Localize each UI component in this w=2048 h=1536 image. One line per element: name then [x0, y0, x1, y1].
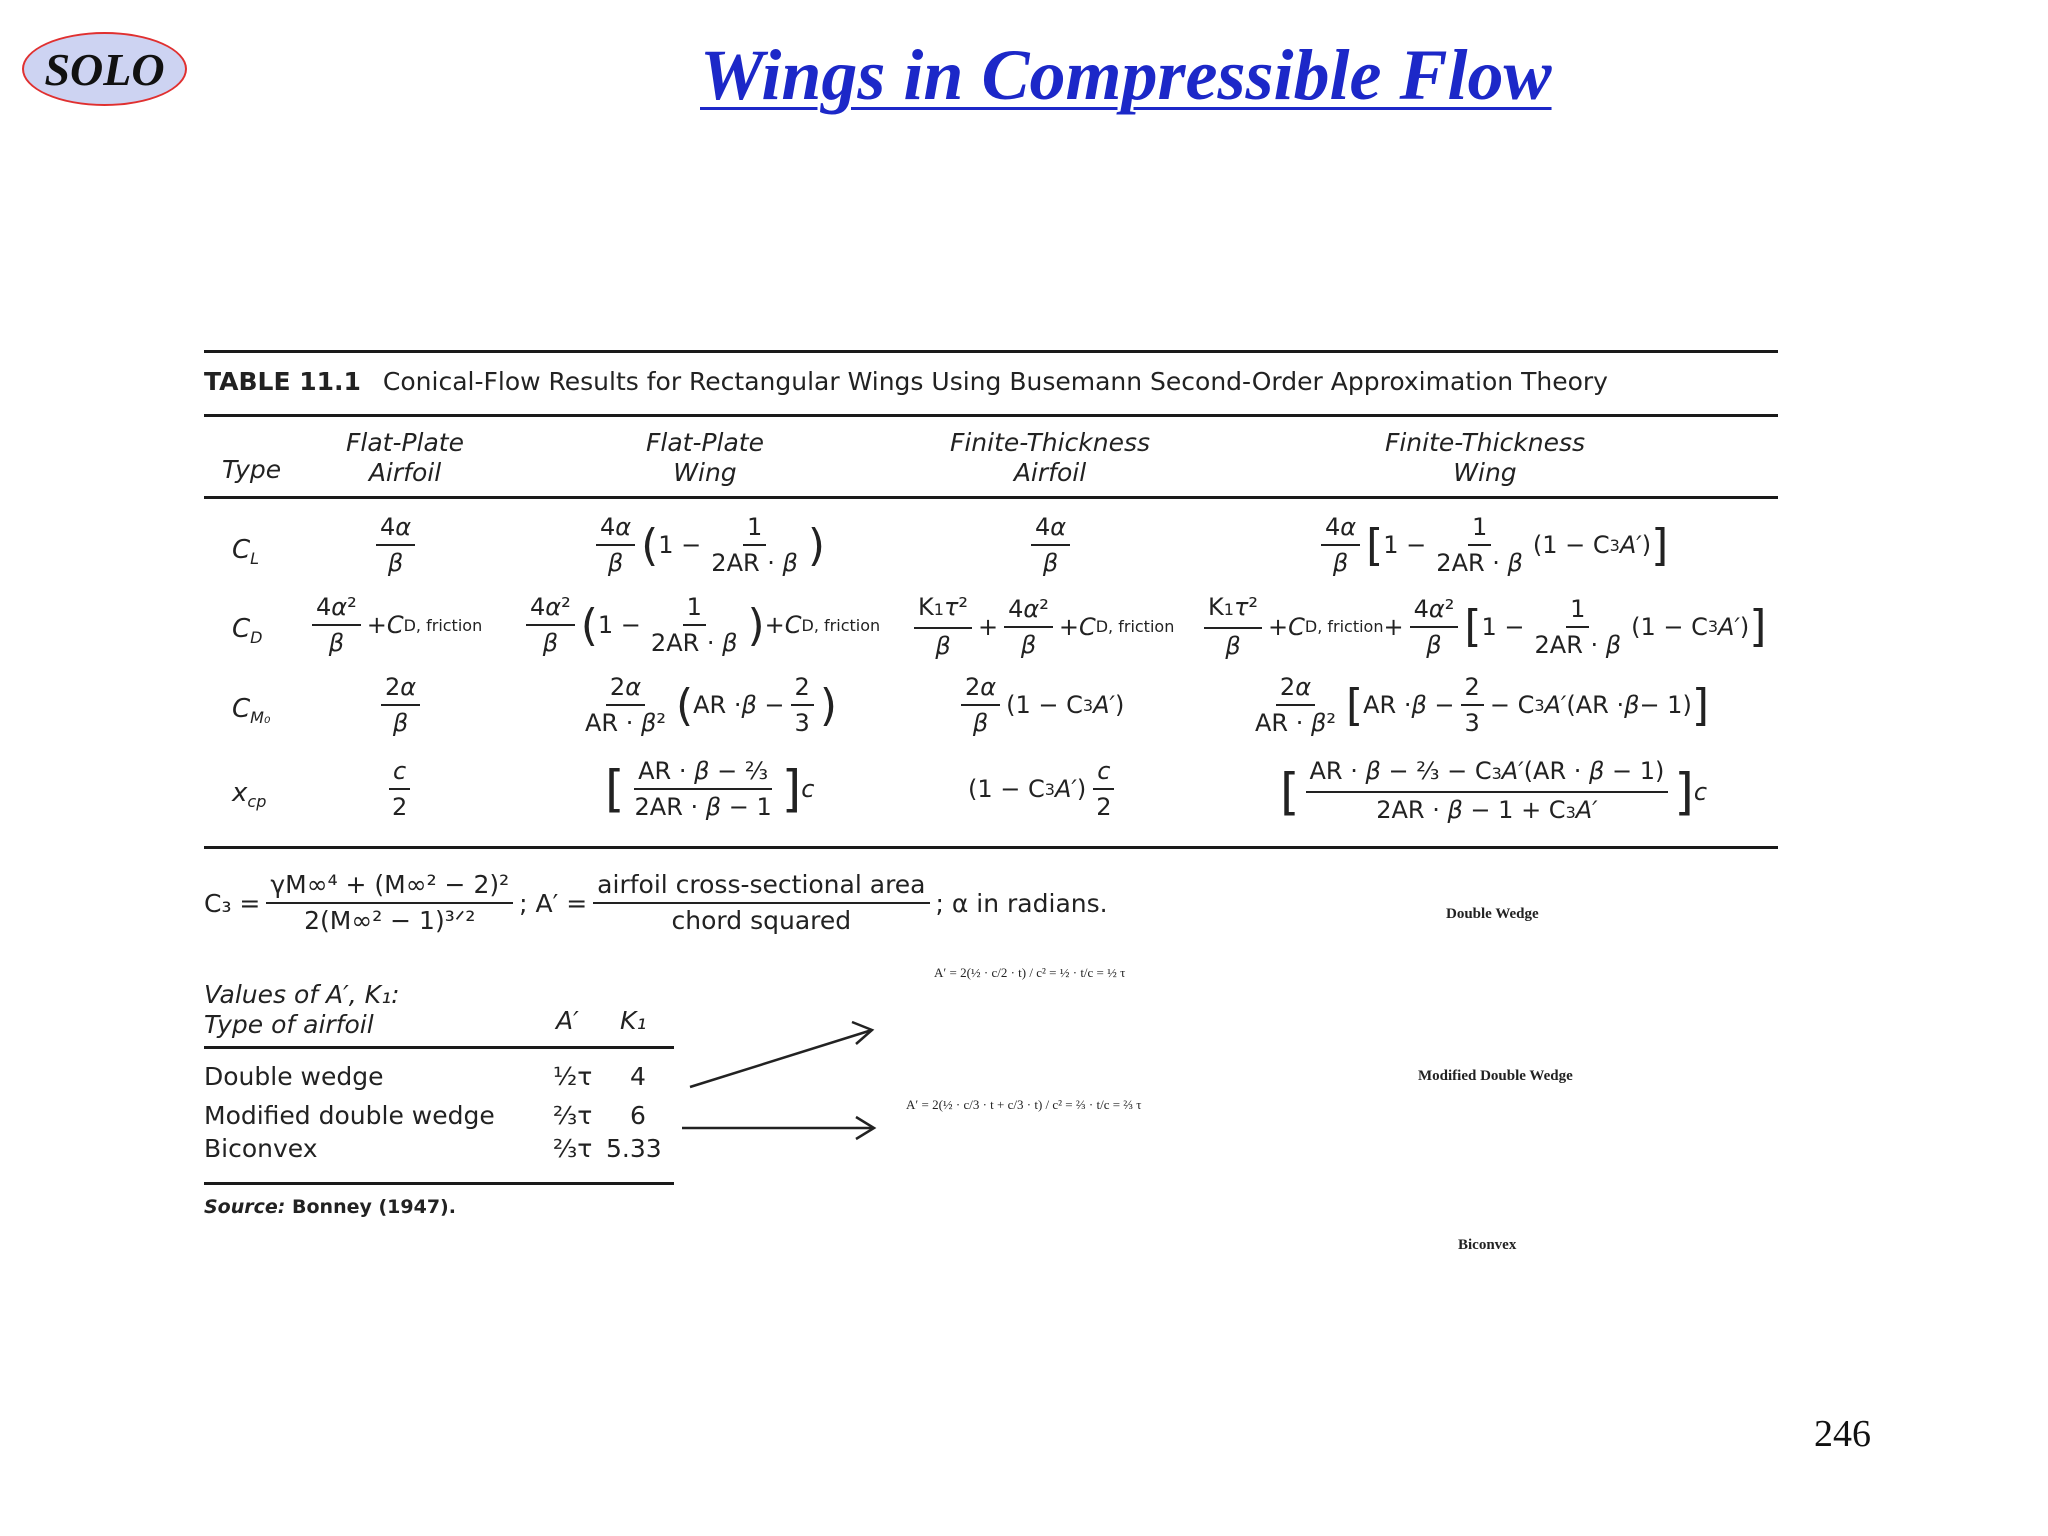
solo-badge: SOLO [22, 32, 187, 106]
shape-label-double-wedge: Double Wedge [1446, 906, 1539, 922]
cm0-finite-thickness-wing: $\frac{2\alpha}{\text{AR · β²}}$ [ AR · β − $\frac{2}{3}$ − C 3 A′ (AR · β − 1) ] [1255, 673, 1709, 737]
col-header-finite-thickness-wing: Finite-Thickness Wing [1384, 428, 1586, 487]
cl-finite-thickness-airfoil: $\frac{4\alpha}{\beta}$ [1025, 512, 1076, 578]
cd-flat-plate-airfoil: $\frac{\text{4α²}}{\beta}$ + C D, friction [306, 592, 482, 658]
table-caption-text: Conical-Flow Results for Rectangular Wings Using Busemann Second-Order Approximation Theory [382, 367, 1608, 396]
col-header-finite-thickness-airfoil: Finite-Thickness Airfoil [949, 428, 1151, 487]
arrow-double-wedge [690, 1030, 872, 1087]
col-header-flat-plate-wing: Flat-Plate Wing [646, 428, 764, 487]
page-title: Wings in Compressible Flow [700, 35, 1552, 115]
cm0-flat-plate-wing: $\frac{2\alpha}{\text{AR · β²}}$ ( AR · β − $\frac{2}{3}$ ) [585, 673, 837, 737]
row-label-xcp: $x_{cp}$ [232, 778, 267, 812]
modified-double-wedge-area-formula: A′ = 2(½ · c/3 · t + c/3 · t) / c² = ⅔ · t/c = ⅔ τ [906, 1097, 1142, 1112]
cd-finite-thickness-airfoil: $\frac{\text{K1τ²}}{\beta}$ + $\frac{\text{4α²}}{\beta}$ + C D, friction [908, 592, 1174, 661]
shape-label-biconvex: Biconvex [1458, 1237, 1517, 1253]
values-source: Source: Bonney (1947). [204, 1196, 456, 1218]
values-row-k: 4 [630, 1062, 646, 1091]
cd-finite-thickness-wing: $\frac{\text{K1τ²}}{\beta}$ + C D, friction + $\frac{\text{4α²}}{\beta}$ [ 1 − $\frac{1}{2AR \cdot \beta}$ (1 − C 3 A′ ) ] [1198, 592, 1766, 661]
xcp-flat-plate-wing: [ $\frac{\text{AR · β − ⅔}}{2AR \cdot \beta - 1}$ ] c [605, 757, 815, 821]
cl-finite-thickness-wing: $\frac{4\alpha}{\beta}$ [ 1 − $\frac{1}{2AR \cdot \beta}$ (1 − C 3 A′ ) ] [1315, 512, 1668, 578]
values-row-k: 5.33 [606, 1134, 662, 1163]
values-row-k: 6 [630, 1101, 646, 1130]
xcp-finite-thickness-wing: [ $\frac{\text{AR · β − ⅔ − C3A′(AR · β − 1)}}{2AR \cdot \beta - 1 + C3A'}$ ] c [1280, 757, 1708, 824]
cd-flat-plate-wing: $\frac{\text{4α²}}{\beta}$ ( 1 − $\frac{1}{2AR \cdot \beta}$ ) + C D, friction [520, 592, 880, 658]
values-row-name: Double wedge [204, 1062, 384, 1091]
values-row-a: ½τ [553, 1062, 593, 1091]
values-head-k: K₁ [620, 1006, 647, 1035]
values-head-a: A′ [556, 1006, 579, 1035]
table-label: TABLE 11.1 [204, 367, 361, 396]
cm0-flat-plate-airfoil: $\frac{2\alpha}{\beta}$ [375, 672, 426, 738]
col-type-header: Type [222, 455, 282, 484]
cl-flat-plate-airfoil: $\frac{4\alpha}{\beta}$ [370, 512, 421, 578]
row-label-cm0: $C_{M_0}$ [232, 694, 271, 728]
xcp-finite-thickness-airfoil: (1 − C 3 A′ ) $\frac{c}{2}$ [968, 756, 1121, 822]
shape-label-modified-double-wedge: Modified Double Wedge [1418, 1068, 1573, 1084]
definitions-line: C₃ = $\frac{\text{γM∞⁴ + (M∞² − 2)²}}{\text{2(M∞² − 1)³ᐟ²}}$ ; A′ = $\frac{\text{airfoil cross-sectional area}}{\text{chord squared}}$ ; α in radians. [204, 870, 1108, 935]
cl-flat-plate-wing: $\frac{4\alpha}{\beta}$ ( 1 − $\frac{1}{2AR \cdot \beta}$ ) [590, 512, 825, 578]
values-row-a: ⅔τ [553, 1134, 593, 1163]
values-title: Values of A′, K₁: Type of airfoil [204, 980, 400, 1039]
cm0-finite-thickness-airfoil: $\frac{2\alpha}{\beta}$ (1 − C 3 A′ ) [955, 672, 1124, 738]
xcp-flat-plate-airfoil: $\frac{c}{2}$ [382, 756, 417, 822]
col-header-flat-plate-airfoil: Flat-Plate Airfoil [346, 428, 464, 487]
values-row-name: Modified double wedge [204, 1101, 495, 1130]
row-label-cl: $C_L$ [232, 535, 260, 569]
values-row-name: Biconvex [204, 1134, 318, 1163]
page-number: 246 [1814, 1413, 1871, 1455]
row-label-cd: $C_D$ [232, 614, 263, 648]
values-row-a: ⅔τ [553, 1101, 593, 1130]
double-wedge-area-formula: A′ = 2(½ · c/2 · t) / c² = ½ · t/c = ½ τ [934, 965, 1126, 980]
